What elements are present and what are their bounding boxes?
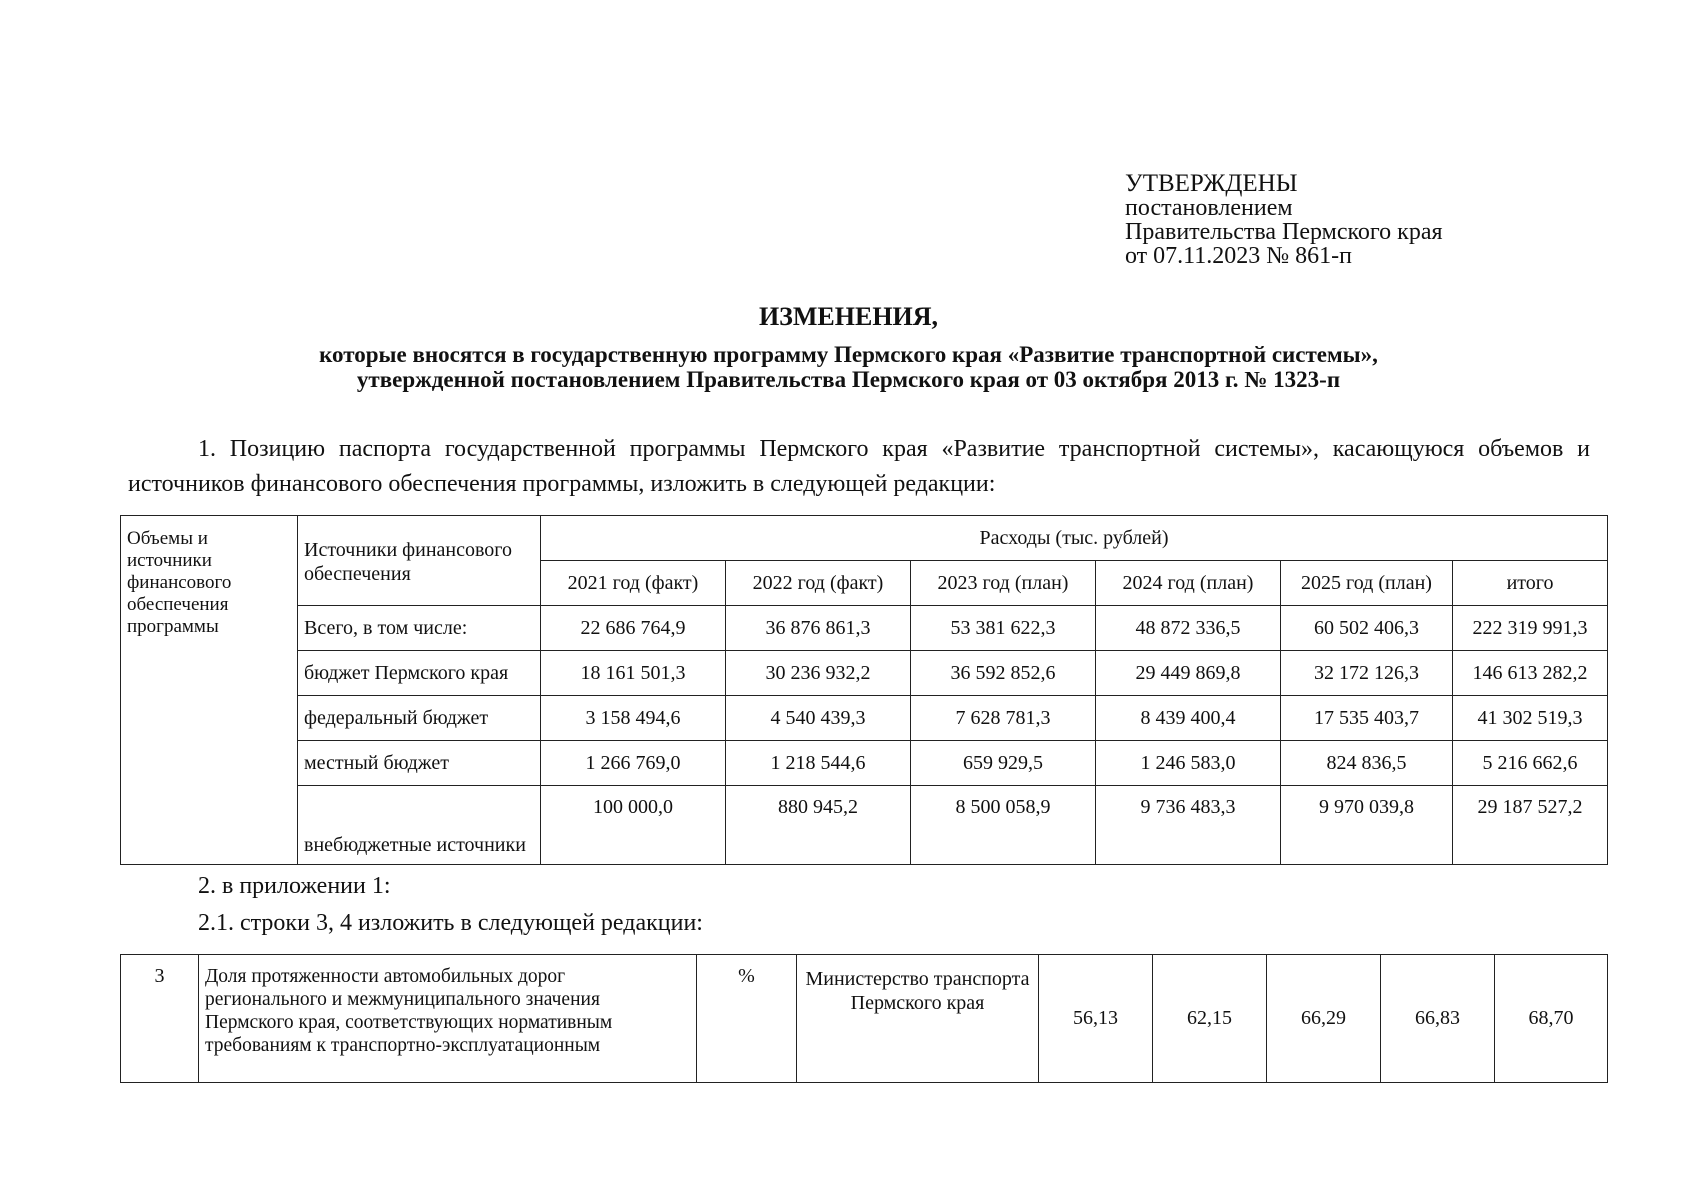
approval-line-2: Правительства Пермского края [1125, 219, 1443, 245]
column-header: 2022 год (факт) [726, 561, 911, 606]
table-cell: 222 319 991,3 [1453, 606, 1608, 651]
table-cell: 36 876 861,3 [726, 606, 911, 651]
table-cell: 18 161 501,3 [541, 651, 726, 696]
source-label: Всего, в том числе: [298, 606, 541, 651]
table-cell: 880 945,2 [726, 786, 911, 865]
table-cell: 659 929,5 [911, 741, 1096, 786]
column-header: итого [1453, 561, 1608, 606]
table-cell: 41 302 519,3 [1453, 696, 1608, 741]
indicator-value: 66,83 [1381, 955, 1495, 1083]
table-cell: 48 872 336,5 [1096, 606, 1281, 651]
column-header: 2021 год (факт) [541, 561, 726, 606]
document-subtitle [120, 342, 1577, 392]
table-cell: 29 449 869,8 [1096, 651, 1281, 696]
indicator-table [120, 954, 1608, 1083]
table-row [121, 606, 1608, 651]
table-cell: 30 236 932,2 [726, 651, 911, 696]
approval-line-1: постановлением [1125, 195, 1293, 221]
table-cell: 8 500 058,9 [911, 786, 1096, 865]
section-2-1-heading: 2.1. строки 3, 4 изложить в следующей редакции: [198, 910, 703, 936]
finance-side-label: Объемы и источники финансового обеспечения программы [121, 516, 298, 865]
indicator-value: 62,15 [1153, 955, 1267, 1083]
table-row [121, 786, 1608, 865]
column-header: 2025 год (план) [1281, 561, 1453, 606]
table-row [121, 955, 1608, 1083]
indicator-value: 68,70 [1495, 955, 1608, 1083]
table-cell: 1 266 769,0 [541, 741, 726, 786]
column-header: 2023 год (план) [911, 561, 1096, 606]
indicator-description: Доля протяженности автомобильных дорог регионального и межмуниципального значения Пермского края, соответствующих нормативным требованиям к транспортно-эксплуатационным [199, 955, 697, 1083]
table-cell: 4 540 439,3 [726, 696, 911, 741]
indicator-value: 66,29 [1267, 955, 1381, 1083]
table-cell: 9 970 039,8 [1281, 786, 1453, 865]
document-title: ИЗМЕНЕНИЯ, [758, 302, 939, 331]
indicator-value: 56,13 [1039, 955, 1153, 1083]
table-row [121, 651, 1608, 696]
subtitle-line-1: которые вносятся в государственную программу Пермского края «Развитие транспортной системы», [319, 342, 1378, 367]
approval-line-3: от 07.11.2023 № 861-п [1125, 243, 1353, 269]
subtitle-line-2: утвержденной постановлением Правительства Пермского края от 03 октября 2013 г. № 1323-п [356, 367, 1341, 392]
table-cell: 1 246 583,0 [1096, 741, 1281, 786]
table-cell: 146 613 282,2 [1453, 651, 1608, 696]
table-cell: 824 836,5 [1281, 741, 1453, 786]
table-cell: 5 216 662,6 [1453, 741, 1608, 786]
table-cell: 32 172 126,3 [1281, 651, 1453, 696]
table-cell: 100 000,0 [541, 786, 726, 865]
table-cell: 9 736 483,3 [1096, 786, 1281, 865]
finance-table [120, 515, 1608, 865]
column-header: 2024 год (план) [1096, 561, 1281, 606]
paragraph-1: 1. Позицию паспорта государственной программы Пермского края «Развитие транспортной системы», касающуюся объемов и источников финансового обеспечения программы, изложить в следующей редакции: [128, 436, 1590, 497]
table-cell: 29 187 527,2 [1453, 786, 1608, 865]
table-cell: 8 439 400,4 [1096, 696, 1281, 741]
table-cell: 22 686 764,9 [541, 606, 726, 651]
section-2-heading: 2. в приложении 1: [198, 873, 391, 899]
row-number: 3 [121, 955, 199, 1083]
table-cell: 60 502 406,3 [1281, 606, 1453, 651]
source-label: внебюджетные источники [298, 786, 541, 865]
table-row [121, 741, 1608, 786]
source-label: бюджет Пермского края [298, 651, 541, 696]
sources-header: Источники финансового обеспечения [298, 516, 541, 606]
table-cell: 7 628 781,3 [911, 696, 1096, 741]
approval-stamp [1125, 172, 1443, 268]
approval-title: УТВЕРЖДЕНЫ [1125, 170, 1298, 197]
table-cell: 17 535 403,7 [1281, 696, 1453, 741]
table-cell: 3 158 494,6 [541, 696, 726, 741]
table-cell: 36 592 852,6 [911, 651, 1096, 696]
table-cell: 1 218 544,6 [726, 741, 911, 786]
table-cell: 53 381 622,3 [911, 606, 1096, 651]
source-label: федеральный бюджет [298, 696, 541, 741]
expenses-header: Расходы (тыс. рублей) [541, 516, 1608, 561]
source-label: местный бюджет [298, 741, 541, 786]
table-row [121, 696, 1608, 741]
responsible-body: Министерство транспорта Пермского края [797, 955, 1039, 1083]
indicator-unit: % [697, 955, 797, 1083]
